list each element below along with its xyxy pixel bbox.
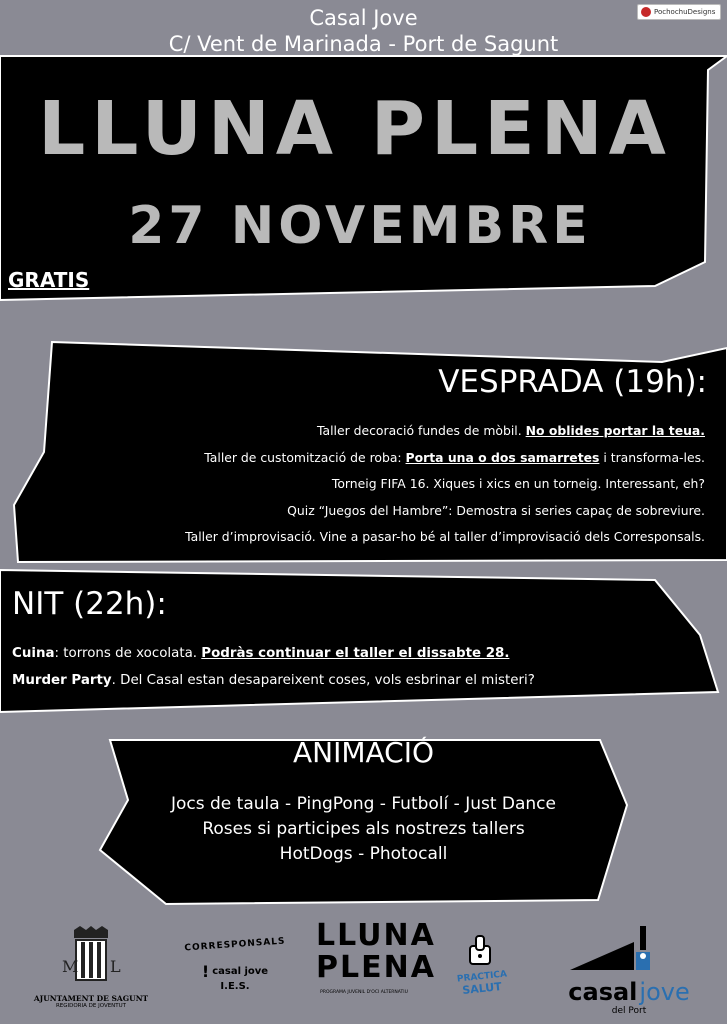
venue-address: C/ Vent de Marinada - Port de Sagunt — [168, 32, 559, 56]
animacio-list — [0, 792, 727, 867]
designer-logo-icon — [641, 7, 651, 17]
vesprada-item: Taller de customització de roba: Porta una o dos samarretes i transforma-les. — [204, 449, 705, 465]
thumbs-up-icon — [440, 932, 524, 968]
designer-name: PochochuDesigns — [654, 8, 716, 16]
animacio-title: ANIMACIÓ — [292, 736, 435, 769]
corresponsals-logo — [180, 932, 290, 1012]
nit-list — [12, 640, 535, 694]
ajuntament-logo — [30, 926, 152, 1016]
vesprada-title: VESPRADA (19h): — [438, 364, 707, 400]
svg-text:L: L — [110, 957, 121, 976]
practica-salut-logo — [440, 932, 524, 1002]
corresponsals-arc: CORRESPONSALS — [184, 936, 286, 954]
practica-word: PRACTICA — [456, 969, 508, 985]
event-title: LLUNA PLENA — [38, 86, 672, 172]
casal-jove-logo — [564, 922, 694, 1018]
ajuntament-sub: REGIDORIA DE JOVENTUT — [55, 1003, 127, 1009]
crest-icon — [30, 926, 152, 990]
salut-word: SALUT — [461, 979, 503, 998]
nit-item: Cuina: torrons de xocolata. Podràs continuar el taller el dissabte 28. — [12, 646, 510, 661]
corresponsals-casal: casal jove — [212, 966, 269, 977]
vesprada-list — [185, 418, 705, 551]
animacio-line: HotDogs - Photocall — [279, 844, 448, 864]
nit-item: Murder Party. Del Casal estan desapareixent coses, vols esbrinar el misteri? — [12, 673, 535, 688]
lluna-logo-line1: LLUNA — [316, 918, 436, 953]
lluna-logo-line2: PLENA — [316, 950, 436, 985]
lluna-plena-logo — [316, 918, 436, 1018]
casal-building-icon — [564, 922, 694, 974]
venue-name: Casal Jove — [309, 6, 418, 30]
animacio-line: Roses si participes als nostrezs tallers — [202, 819, 525, 839]
event-date: 27 NOVEMBRE — [128, 196, 592, 256]
casal-sub: del Port — [611, 1006, 647, 1016]
nit-title: NIT (22h): — [12, 586, 167, 622]
vesprada-item: Quiz “Juegos del Hambre”: Demostra si series capaç de sobreviure. — [287, 502, 705, 518]
price-label: GRATIS — [8, 268, 90, 292]
lluna-logo-sub: PROGRAMA JUVENIL D'OCI ALTERNATIU — [320, 990, 408, 995]
jove-word: jove — [639, 978, 690, 1006]
vesprada-item: Taller decoració fundes de mòbil. No oblides portar la teua. — [316, 423, 705, 438]
svg-text:M: M — [62, 957, 79, 976]
designer-badge — [637, 4, 721, 20]
vesprada-item: Taller d’improvisació. Vine a pasar-ho bé al taller d’improvisació dels Corresponsals. — [185, 529, 705, 544]
ajuntament-name: AJUNTAMENT DE SAGUNT — [33, 994, 149, 1003]
animacio-line: Jocs de taula - PingPong - Futbolí - Just Dance — [170, 794, 556, 814]
corresponsals-ies: I.E.S. — [220, 981, 250, 992]
vesprada-item: Torneig FIFA 16. Xiques i xics en un torneig. Interessant, eh? — [331, 476, 705, 491]
casal-word: casal — [568, 978, 638, 1006]
exclamation-icon: ! — [201, 962, 210, 981]
